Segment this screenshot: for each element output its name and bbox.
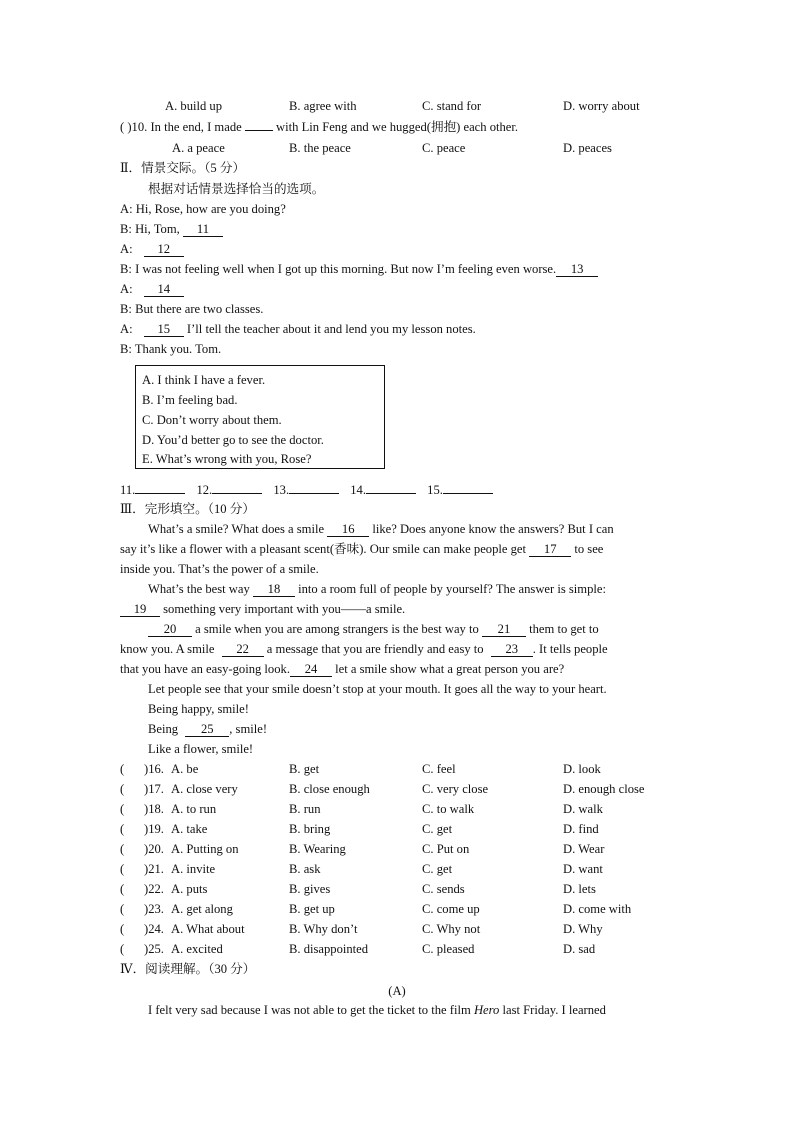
question-option: A. to run bbox=[171, 802, 217, 816]
cloze-text: What’s the best way bbox=[148, 582, 250, 596]
answer-paren[interactable]: ( bbox=[120, 802, 125, 816]
question-option: C. Why not bbox=[422, 922, 481, 936]
answer-paren[interactable]: ( bbox=[120, 782, 125, 796]
reading-line bbox=[148, 1002, 606, 1018]
q9-option-c: C. stand for bbox=[422, 99, 482, 113]
question-option: A. take bbox=[171, 822, 208, 836]
dialogue-line bbox=[120, 201, 286, 217]
blank-14[interactable]: 14 bbox=[144, 282, 184, 297]
cloze-blank-18[interactable]: 18 bbox=[253, 582, 295, 597]
question-option: C. feel bbox=[422, 762, 456, 776]
dialogue-line bbox=[120, 261, 598, 277]
dialogue-text: Hi, Rose, how are you doing? bbox=[135, 202, 286, 216]
dialogue-line bbox=[120, 241, 184, 257]
question-option: A. be bbox=[171, 762, 199, 776]
cloze-text: that you have an easy-going look. bbox=[120, 662, 290, 676]
question-option: C. sends bbox=[422, 882, 465, 896]
cloze-text: know you. A smile bbox=[120, 642, 215, 656]
cloze-text: Being bbox=[148, 722, 179, 736]
q9-option-d: D. worry about bbox=[563, 99, 640, 113]
cloze-blank-16[interactable]: 16 bbox=[327, 522, 369, 537]
section-4-heading: Ⅳ．阅读理解。（30 分） bbox=[120, 962, 256, 976]
box-option-c: C. Don’t worry about them. bbox=[142, 413, 282, 427]
q10-option-d: D. peaces bbox=[563, 141, 612, 155]
cloze-text: like? Does anyone know the answers? But I can bbox=[372, 522, 614, 536]
cloze-text: say it’s like a flower with a pleasant scent(香味). Our smile can make people get bbox=[120, 542, 527, 556]
cloze-blank-23[interactable]: 23 bbox=[491, 642, 533, 657]
answer-label: 13. bbox=[273, 483, 290, 497]
cloze-text: . It tells people bbox=[532, 642, 608, 656]
question-number: )23. bbox=[144, 902, 164, 916]
blank-12[interactable]: 12 bbox=[144, 242, 184, 257]
cloze-blank-21[interactable]: 21 bbox=[482, 622, 526, 637]
film-title: Hero bbox=[473, 1003, 500, 1017]
speaker: B: bbox=[120, 302, 132, 316]
question-option: C. to walk bbox=[422, 802, 475, 816]
question-option: A. close very bbox=[171, 782, 238, 796]
cloze-line: inside you. That’s the power of a smile. bbox=[120, 562, 319, 576]
speaker: B: bbox=[120, 342, 132, 356]
cloze-text: something very important with you——a smile. bbox=[163, 602, 406, 616]
cloze-blank-20[interactable]: 20 bbox=[148, 622, 192, 637]
cloze-blank-25[interactable]: 25 bbox=[185, 722, 229, 737]
question-option: D. Wear bbox=[563, 842, 605, 856]
question-option: B. ask bbox=[289, 862, 321, 876]
question-option: D. lets bbox=[563, 882, 596, 896]
dialogue-text: I was not feeling well when I got up this morning. But now I’m feeling even worse. bbox=[135, 262, 557, 276]
cloze-line bbox=[120, 601, 405, 617]
box-option-e: E. What’s wrong with you, Rose? bbox=[142, 452, 312, 466]
answer-13[interactable] bbox=[289, 493, 339, 494]
answer-paren[interactable]: ( ) bbox=[120, 120, 132, 134]
answer-label: 11. bbox=[120, 483, 136, 497]
answer-label: 14. bbox=[350, 483, 366, 497]
options-box bbox=[135, 365, 385, 469]
cloze-line bbox=[148, 621, 599, 637]
question-option: C. Put on bbox=[422, 842, 470, 856]
blank-13[interactable]: 13 bbox=[556, 262, 598, 277]
question-option: B. close enough bbox=[289, 782, 370, 796]
answer-label: 15. bbox=[427, 483, 443, 497]
cloze-blank-24[interactable]: 24 bbox=[290, 662, 332, 677]
speaker: A: bbox=[120, 202, 133, 216]
q10-option-b: B. the peace bbox=[289, 141, 351, 155]
answer-paren[interactable]: ( bbox=[120, 942, 125, 956]
dialogue-text: Hi, Tom, bbox=[135, 222, 180, 236]
question-option: A. Putting on bbox=[171, 842, 239, 856]
reading-text: I felt very sad because I was not able to get the ticket to the film bbox=[148, 1003, 471, 1017]
dialogue-line bbox=[120, 301, 263, 317]
question-option: B. bring bbox=[289, 822, 331, 836]
question-option: B. get up bbox=[289, 902, 335, 916]
dialogue-text: Thank you. Tom. bbox=[134, 342, 222, 356]
cloze-text: into a room full of people by yourself? The answer is simple: bbox=[298, 582, 606, 596]
dialogue-line bbox=[120, 221, 223, 237]
answer-paren[interactable]: ( bbox=[120, 862, 125, 876]
question-option: A. excited bbox=[171, 942, 223, 956]
question-number: )20. bbox=[144, 842, 164, 856]
question-10-text-after: with Lin Feng and we hugged(拥抱) each other. bbox=[276, 120, 519, 134]
question-option: C. pleased bbox=[422, 942, 475, 956]
speaker: A: bbox=[120, 282, 133, 296]
cloze-text: them to get to bbox=[529, 622, 599, 636]
question-option: B. disappointed bbox=[289, 942, 369, 956]
answer-paren[interactable]: ( bbox=[120, 762, 125, 776]
answer-paren[interactable]: ( bbox=[120, 922, 125, 936]
section-3-heading: Ⅲ．完形填空。（10 分） bbox=[120, 502, 255, 516]
question-number: )16. bbox=[144, 762, 164, 776]
question-option: C. get bbox=[422, 822, 453, 836]
question-option: C. get bbox=[422, 862, 453, 876]
question-option: C. very close bbox=[422, 782, 489, 796]
answer-row bbox=[120, 482, 493, 498]
section-2-heading: Ⅱ．情景交际。（5 分） bbox=[120, 161, 246, 175]
question-number: )25. bbox=[144, 942, 164, 956]
cloze-blank-22[interactable]: 22 bbox=[222, 642, 264, 657]
blank-15[interactable]: 15 bbox=[144, 322, 184, 337]
question-option: A. What about bbox=[171, 922, 245, 936]
box-option-d: D. You’d better go to see the doctor. bbox=[142, 433, 324, 447]
cloze-line bbox=[120, 641, 608, 657]
answer-paren[interactable]: ( bbox=[120, 902, 125, 916]
dialogue-text: I’ll tell the teacher about it and lend you my lesson notes. bbox=[186, 322, 476, 336]
cloze-line bbox=[148, 721, 267, 737]
question-number: )21. bbox=[144, 862, 164, 876]
question-option: A. get along bbox=[171, 902, 233, 916]
q10-option-c: C. peace bbox=[422, 141, 466, 155]
answer-label: 12. bbox=[196, 483, 213, 497]
q9-option-b: B. agree with bbox=[289, 99, 357, 113]
cloze-text: to see bbox=[574, 542, 604, 556]
speaker: B: bbox=[120, 222, 132, 236]
dialogue-line bbox=[120, 341, 221, 357]
cloze-line: Being happy, smile! bbox=[148, 702, 249, 716]
question-number: )24. bbox=[144, 922, 164, 936]
blank-11[interactable]: 11 bbox=[183, 222, 223, 237]
cloze-blank-17[interactable]: 17 bbox=[529, 542, 571, 557]
cloze-line: Like a flower, smile! bbox=[148, 742, 254, 756]
question-option: C. come up bbox=[422, 902, 480, 916]
question-option: D. sad bbox=[563, 942, 596, 956]
question-10 bbox=[120, 119, 518, 135]
cloze-line bbox=[148, 581, 606, 597]
dialogue-line bbox=[120, 321, 476, 337]
cloze-blank-19[interactable]: 19 bbox=[120, 602, 160, 617]
q9-option-a: A. build up bbox=[165, 99, 223, 113]
answer-15[interactable] bbox=[443, 493, 493, 494]
question-number: )17. bbox=[144, 782, 164, 796]
speaker: A: bbox=[120, 322, 133, 336]
question-option: D. come with bbox=[563, 902, 632, 916]
reading-text: last Friday. I learned bbox=[502, 1003, 606, 1017]
question-option: D. find bbox=[563, 822, 599, 836]
question-10-blank[interactable] bbox=[245, 130, 273, 131]
question-option: B. Wearing bbox=[289, 842, 346, 856]
question-option: D. enough close bbox=[563, 782, 645, 796]
cloze-text: a smile when you are among strangers is the best way to bbox=[195, 622, 479, 636]
question-option: D. Why bbox=[563, 922, 603, 936]
speaker: A: bbox=[120, 242, 133, 256]
question-number: )22. bbox=[144, 882, 164, 896]
question-option: D. look bbox=[563, 762, 601, 776]
question-10-text-before: 10. In the end, I made bbox=[131, 120, 242, 134]
answer-paren[interactable]: ( bbox=[120, 842, 125, 856]
cloze-line bbox=[148, 521, 614, 537]
cloze-text: , smile! bbox=[229, 722, 268, 736]
cloze-text: a message that you are friendly and easy to bbox=[266, 642, 484, 656]
cloze-line bbox=[120, 661, 564, 677]
question-option: D. want bbox=[563, 862, 603, 876]
question-number: )19. bbox=[144, 822, 164, 836]
question-option: B. Why don’t bbox=[289, 922, 358, 936]
speaker: B: bbox=[120, 262, 132, 276]
question-number: )18. bbox=[144, 802, 164, 816]
box-option-a: A. I think I have a fever. bbox=[142, 373, 266, 387]
cloze-line bbox=[120, 541, 603, 557]
cloze-text: What’s a smile? What does a smile bbox=[148, 522, 325, 536]
question-option: D. walk bbox=[563, 802, 603, 816]
passage-label: (A) bbox=[388, 984, 406, 998]
question-option: B. run bbox=[289, 802, 321, 816]
question-option: A. puts bbox=[171, 882, 208, 896]
q10-option-a: A. a peace bbox=[172, 141, 225, 155]
section-2-instruction: 根据对话情景选择恰当的选项。 bbox=[148, 182, 325, 196]
answer-paren[interactable]: ( bbox=[120, 882, 125, 896]
dialogue-line bbox=[120, 281, 184, 297]
answer-14[interactable] bbox=[366, 493, 416, 494]
box-option-b: B. I’m feeling bad. bbox=[142, 393, 238, 407]
answer-paren[interactable]: ( bbox=[120, 822, 125, 836]
question-option: A. invite bbox=[171, 862, 216, 876]
dialogue-text: But there are two classes. bbox=[135, 302, 264, 316]
answer-11[interactable] bbox=[135, 493, 185, 494]
question-option: B. gives bbox=[289, 882, 331, 896]
answer-12[interactable] bbox=[212, 493, 262, 494]
cloze-text: let a smile show what a great person you are? bbox=[335, 662, 565, 676]
question-option: B. get bbox=[289, 762, 320, 776]
cloze-line: Let people see that your smile doesn’t stop at your mouth. It goes all the way to your heart. bbox=[148, 682, 607, 696]
